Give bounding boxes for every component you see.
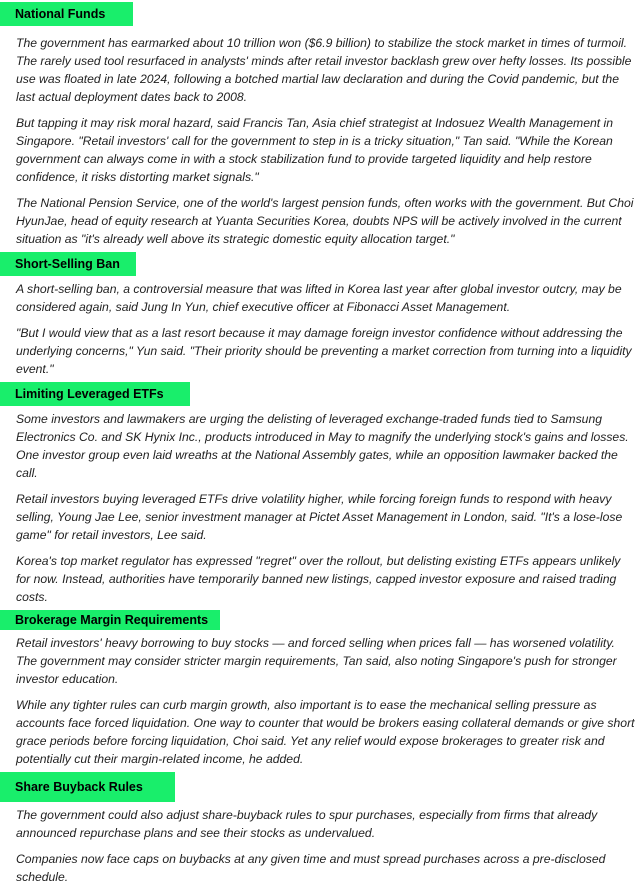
section-heading: Short-Selling Ban [0,252,136,276]
section-heading: National Funds [0,2,133,26]
section-brokerage-margin-requirements [0,610,640,768]
section-limiting-leveraged-etfs [0,382,640,606]
section-heading: Share Buyback Rules [0,772,175,802]
paragraph: While any tighter rules can curb margin growth, also important is to ease the mechanical selling pressure as accounts face forced liquidation. One way to counter that would be brokers easing collateral demands or give short grace periods before forcing liquidation, Choi said. Yet any relief would expose brokerages to greater risk and potentially cut their margin-related income, he added. [16,698,635,766]
paragraph: Retail investors buying leveraged ETFs drive volatility higher, while forcing foreign funds to respond with heavy selling, Young Jae Lee, senior investment manager at Pictet Asset Management in London, said. "It's a lose-lose game" for retail investors, Lee said. [16,492,623,542]
section-heading: Brokerage Margin Requirements [0,610,220,630]
paragraph: The government could also adjust share-buyback rules to spur purchases, especially from firms that already announced repurchase plans and see their stocks as undervalued. [16,808,598,840]
section-share-buyback-rules [0,772,640,886]
section-heading: Limiting Leveraged ETFs [0,382,190,406]
paragraph: Korea's top market regulator has expressed "regret" over the rollout, but delisting existing ETFs appears unlikely for now. Instead, authorities have temporarily banned new listings, capped investor exposure and raised trading costs. [16,554,621,604]
paragraph: But tapping it may risk moral hazard, said Francis Tan, Asia chief strategist at Indosuez Wealth Management in Singapore. "Retail investors' call for the government to step in is a tricky situation," Tan said. "While the Korean government can always come in with a stock stabilization fund to provide targeted liquidity and help restore confidence, it risks distorting market signals." [16,116,614,184]
paragraph: Some investors and lawmakers are urging the delisting of leveraged exchange-traded funds tied to Samsung Electronics Co. and SK Hynix Inc., products introduced in May to magnify the underlying stock's gains and losses. One investor group even laid wreaths at the National Assembly gates, while an opposition lawmaker backed the call. [16,412,629,480]
paragraph: A short-selling ban, a controversial measure that was lifted in Korea last year after global investor outcry, may be considered again, said Jung In Yun, chief executive officer at Fibonacci Asset Management. [16,282,622,314]
paragraph: Companies now face caps on buybacks at any given time and must spread purchases across a pre-disclosed schedule. [16,852,606,884]
paragraph: "But I would view that as a last resort because it may damage foreign investor confidence without addressing the underlying concerns," Yun said. "Their priority should be preventing a market correction from turning into a liquidity event." [16,326,632,376]
section-short-selling-ban [0,252,640,378]
paragraph: Retail investors' heavy borrowing to buy stocks — and forced selling when prices fall — has worsened volatility. The government may consider stricter margin requirements, Tan said, also noting Singapore's push for stronger investor education. [16,636,617,686]
paragraph: The government has earmarked about 10 trillion won ($6.9 billion) to stabilize the stock market in times of turmoil. The rarely used tool resurfaced in analysts' minds after retail investor backlash grew over hefty losses. Its possible use was floated in late 2024, following a botched martial law declaration and during the Covid pandemic, but the last actual deployment dates back to 2008. [16,36,632,104]
paragraph: The National Pension Service, one of the world's largest pension funds, often works with the government. But Choi HyunJae, head of equity research at Yuanta Securities Korea, doubts NPS will be actively involved in the current situation as "it's already well above its strategic domestic equity allocation target." [16,196,634,246]
section-national-funds [0,0,640,248]
